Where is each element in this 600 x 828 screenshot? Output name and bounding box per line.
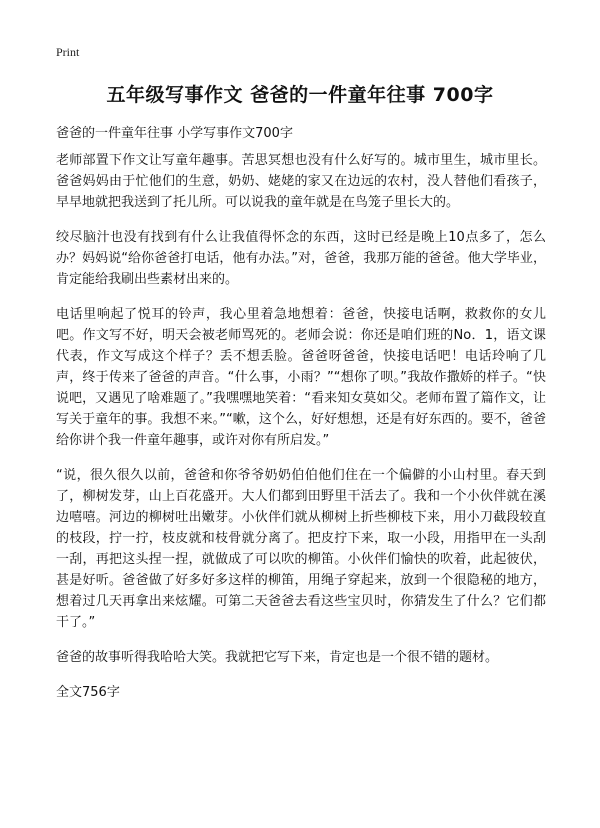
paragraph: 电话里响起了悦耳的铃声，我心里着急地想着：爸爸，快接电话啊，救救你的女儿吧。作文写不好，明天会被老师骂死的。老师会说：你还是咱们班的No．1，语文课代表，作文写成这个样子？丢不想丢脸。爸爸呀爸爸，快接电话吧！电话玲响了几声，终于传来了爸爸的声音。“什么事，小雨？”“想你了呗。”我故作撒娇的样子。“快说吧，又遇见了啥难题了。”我嘿嘿地笑着：“看来知女莫如父。老师布置了篇作文，让写关于童年的事。我想不来。”“嗽，这个么，好好想想，还是有好东西的。要不，爸爸给你讲个我一件童年趣事，或许对你有所启发。”	[56, 307, 546, 448]
paragraph: 老师部置下作文让写童年趣事。苦思冥想也没有什么好写的。城市里生，城市里长。爸爸妈妈由于忙他们的生意，奶奶、姥姥的家又在边远的农村，没人替他们看孩子，早早地就把我送到了托儿所。可以说我的童年就是在鸟笼子里长大的。	[56, 153, 546, 210]
paragraph: “说，很久很久以前，爸爸和你爷爷奶奶伯伯他们住在一个偏僻的小山村里。春天到了，柳树发芽，山上百花盛开。大人们都到田野里干活去了。我和一个小伙伴就在溪边嘻嘻。河边的柳树吐出嫩芽。小伙伴们就从柳树上折些柳枝下来，用小刀截段较直的枝段，拧一拧，枝皮就和枝骨就分离了。把皮拧下来，取一小段，用指甲在一头刮一刮，再把这头捏一捏，就做成了可以吹的柳笛。小伙伴们愉快的吹着，此起彼伏，甚是好听。爸爸做了好多好多这样的柳笛，用绳子穿起来，放到一个很隐秘的地方，想着过几天再拿出来炫耀。可第二天爸爸去看这些宝贝时，你猜发生了什么？它们都干了。”	[56, 468, 546, 630]
article-subtitle: 爸爸的一件童年往事 小学写事作文700字	[56, 126, 293, 141]
paragraph: 绞尽脑汁也没有找到有什么让我值得怀念的东西，这时已经是晚上10点多了，怎么办？妈妈说“给你爸爸打电话，他有办法。”对，爸爸，我那万能的爸爸。他大学毕业，肯定能给我刷出些素材出来的。	[56, 230, 546, 287]
paragraph: 爸爸的故事听得我哈哈大笑。我就把它写下来，肯定也是一个很不错的题材。	[56, 650, 499, 665]
article-title: 五年级写事作文 爸爸的一件童年往事 700字	[106, 84, 494, 106]
print-link[interactable]: Print	[56, 45, 80, 59]
word-count: 全文756字	[56, 685, 120, 700]
article-body	[56, 150, 546, 703]
